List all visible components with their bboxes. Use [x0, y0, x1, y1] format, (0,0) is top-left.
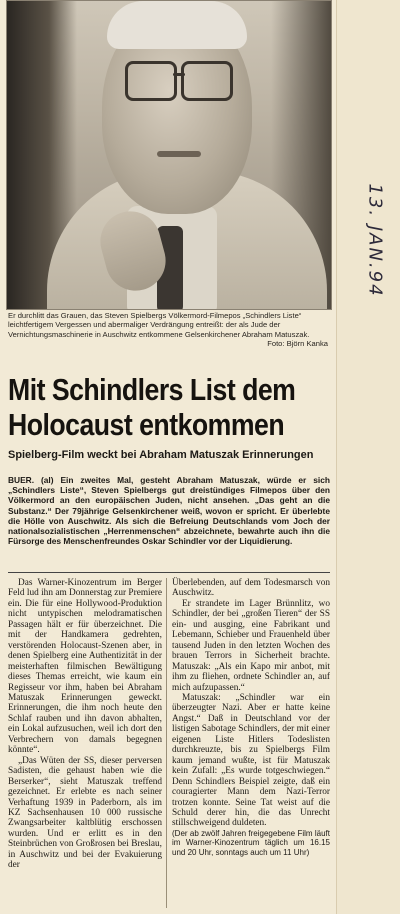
paragraph: Überlebenden, auf dem Todesmarsch von Auschwitz. [172, 578, 330, 599]
handwritten-date [360, 160, 384, 320]
headline [8, 372, 296, 442]
date-text: 13. JAN.94 [364, 183, 386, 298]
photo-caption [8, 311, 328, 349]
paragraph: Matuszak: „Schindler war ein überzeugter Nazi. Aber er hatte keine Angst.“ Daß in Deutschland vor der listigen Sabotage Schindlers, der mit einer eigenen Liste Hitlers Todeslisten durchkreuzte, bis zu Spielbergs Film kaum jemand wußte, ist für Matuszak kein Zufall: „Es wurde totgeschwiegen.“ Denn Schindlers Beispiel zeigte, daß ein couragierter Mann dem Nazi-Terror trotzen konnte. Seine Tat weist auf die Schuld derer hin, die das Unrecht stillschweigend duldeten. [172, 692, 330, 829]
divider [8, 572, 330, 573]
column-2 [172, 578, 330, 857]
column-divider [166, 578, 167, 908]
headline-line-1: Mit Schindlers List dem [8, 372, 296, 407]
photo-credit: Foto: Björn Kanka [267, 339, 328, 349]
caption-text: Er durchlitt das Grauen, das Steven Spielbergs Völkermord-Filmepos „Schindlers Liste“ leichtfertigem Vergessen und abermaliger Verdrängung entreißt: der als Jude der Vernichtungsmaschinerie in Auschwitz entkommene Gelsenkirchener Abraham Matuszak. [8, 311, 310, 339]
intro-paragraph: BUER. (al) Ein zweites Mal, gesteht Abraham Matuszak, würde er sich „Schindlers Liste“, Steven Spielbergs gut dreistündiges Filmepos über den Völkermord an den europäischen Juden, nicht ansehen. „Das geht an die Substanz.“ Der 79jährige Gelsenkirchener weiß, wovon er spricht. Er überlebte die Hölle von Auschwitz. Als sich die Befreiung Deutschlands vom Joch der nationalsozialistischen „Herrenmenschen“ abzeichnete, bewahrte auch ihn die Fürsorge des Menschenfreundes Oskar Schindler vor der Liquidierung. [8, 475, 330, 547]
column-1 [8, 578, 162, 871]
portrait-photo [6, 0, 332, 310]
paragraph: Das Warner-Kinozentrum im Berger Feld lud ihn am Donnerstag zur Premiere ein. Die für eine Hollywood-Produktion nicht untypischen melodramatischen Passagen hält er für überzeichnet. Die mit der Handkamera gedrehten, verstörenden Holocaust-Szenen aber, in denen Spielberg eine Authentizität in der meisterhaften filmischen Bewältigung dieses Themas erreicht, wie kaum ein Regisseur vor ihm, haben bei Abraham Matuszak Erinnerungen geweckt. Erinnerungen, die ihm noch heute den Schlaf rauben und ihn davon abhalten, ein Lokal aufzusuchen, weil ich dort den Verbrechern von damals begegnen könnte“. [8, 578, 162, 756]
screening-note: (Der ab zwölf Jahren freigegebene Film läuft im Warner-Kinozentrum täglich um 16.15 und 20 Uhr, sonntags auch um 11 Uhr) [172, 828, 330, 857]
paragraph: „Das Wüten der SS, dieser perversen Sadisten, die gehaust haben wie die Berserker“, sieht Matuszak treffend gezeichnet. Er erlebte es nach seiner Verhaftung 1939 in Paderborn, als im KZ Sachsenhausen 10 000 russische Zwangsarbeiter kaltblütig erschossen wurden. Und er erlitt es in den Steinbrüchen von Großrosen bei Breslau, in Auschwitz und bei der Evakuierung der [8, 755, 162, 871]
glasses-icon [125, 61, 233, 101]
subheadline: Spielberg-Film weckt bei Abraham Matuszak Erinnerungen [8, 449, 314, 461]
headline-line-2: Holocaust entkommen [8, 407, 285, 442]
paragraph: Er strandete im Lager Brünnlitz, wo Schindler, der bei „großen Tieren“ der SS ein- und ausging, eine Fabrikant und Lebemann, Schieber und Frauenheld über tausend Juden in den letzten Wochen des brauen Terrors in Sicherheit brachte. Matuszak: „Als ein Kapo mir anbot, mit ihm zu fliehen, ordnete Schindler an, auf mich aufzupassen.“ [172, 598, 330, 693]
